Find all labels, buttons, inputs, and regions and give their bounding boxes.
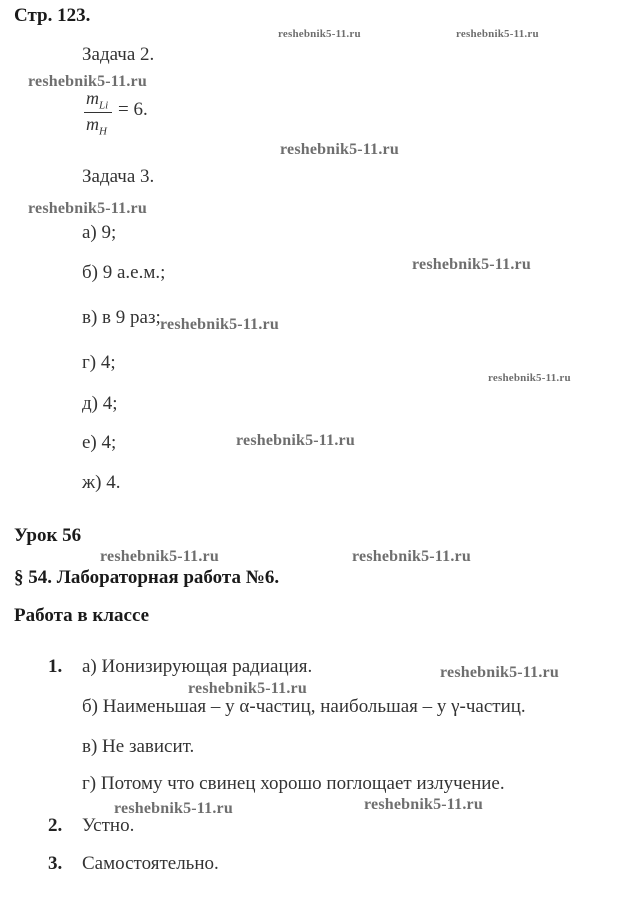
formula-result: = 6.	[118, 99, 148, 120]
watermark: reshebnik5-11.ru	[364, 796, 483, 813]
task-3-answer-g: ж) 4.	[82, 472, 121, 493]
watermark: reshebnik5-11.ru	[100, 548, 219, 565]
task-3-answer-f: е) 4;	[82, 432, 117, 453]
item-1-line-b: б) Наименьшая – у α-частиц, наибольшая – у γ-частиц.	[82, 696, 526, 717]
task-2-title: Задача 2.	[82, 44, 155, 65]
watermark: reshebnik5-11.ru	[456, 28, 539, 40]
task-3-answer-e: д) 4;	[82, 393, 118, 414]
item-1-line-c: в) Не зависит.	[82, 736, 195, 757]
watermark: reshebnik5-11.ru	[412, 256, 531, 273]
item-1-line-a: а) Ионизирующая радиация.	[82, 656, 313, 677]
watermark: reshebnik5-11.ru	[278, 28, 361, 40]
watermark: reshebnik5-11.ru	[280, 141, 399, 158]
mass-ratio-formula	[82, 88, 172, 148]
item-3-text: Самостоятельно.	[82, 853, 219, 874]
watermark: reshebnik5-11.ru	[160, 316, 279, 333]
page-number-header: Стр. 123.	[14, 5, 91, 26]
item-2-text: Устно.	[82, 815, 135, 836]
watermark: reshebnik5-11.ru	[440, 664, 559, 681]
item-1-line-d: г) Потому что свинец хорошо поглощает излучение.	[82, 773, 505, 794]
watermark: reshebnik5-11.ru	[28, 73, 147, 90]
watermark: reshebnik5-11.ru	[236, 432, 355, 449]
watermark: reshebnik5-11.ru	[488, 372, 571, 384]
watermark: reshebnik5-11.ru	[114, 800, 233, 817]
task-3-answer-c: в) в 9 раз;	[82, 307, 161, 328]
lesson-title: Урок 56	[14, 525, 82, 546]
item-2-number: 2.	[48, 815, 63, 836]
subsection-title: Работа в классе	[14, 605, 150, 626]
formula-numerator: $m_{Li}$	[86, 88, 109, 112]
task-3-title: Задача 3.	[82, 166, 155, 187]
watermark: reshebnik5-11.ru	[188, 680, 307, 697]
item-3-number: 3.	[48, 853, 63, 874]
item-1-number: 1.	[48, 656, 63, 677]
task-3-answer-a: а) 9;	[82, 222, 117, 243]
task-3-answer-b: б) 9 а.е.м.;	[82, 262, 166, 283]
task-3-answer-d: г) 4;	[82, 352, 116, 373]
watermark: reshebnik5-11.ru	[28, 200, 147, 217]
formula-denominator: $m_H$	[86, 114, 107, 138]
section-title: § 54. Лабораторная работа №6.	[14, 567, 280, 588]
fraction-bar	[84, 112, 112, 113]
watermark: reshebnik5-11.ru	[352, 548, 471, 565]
